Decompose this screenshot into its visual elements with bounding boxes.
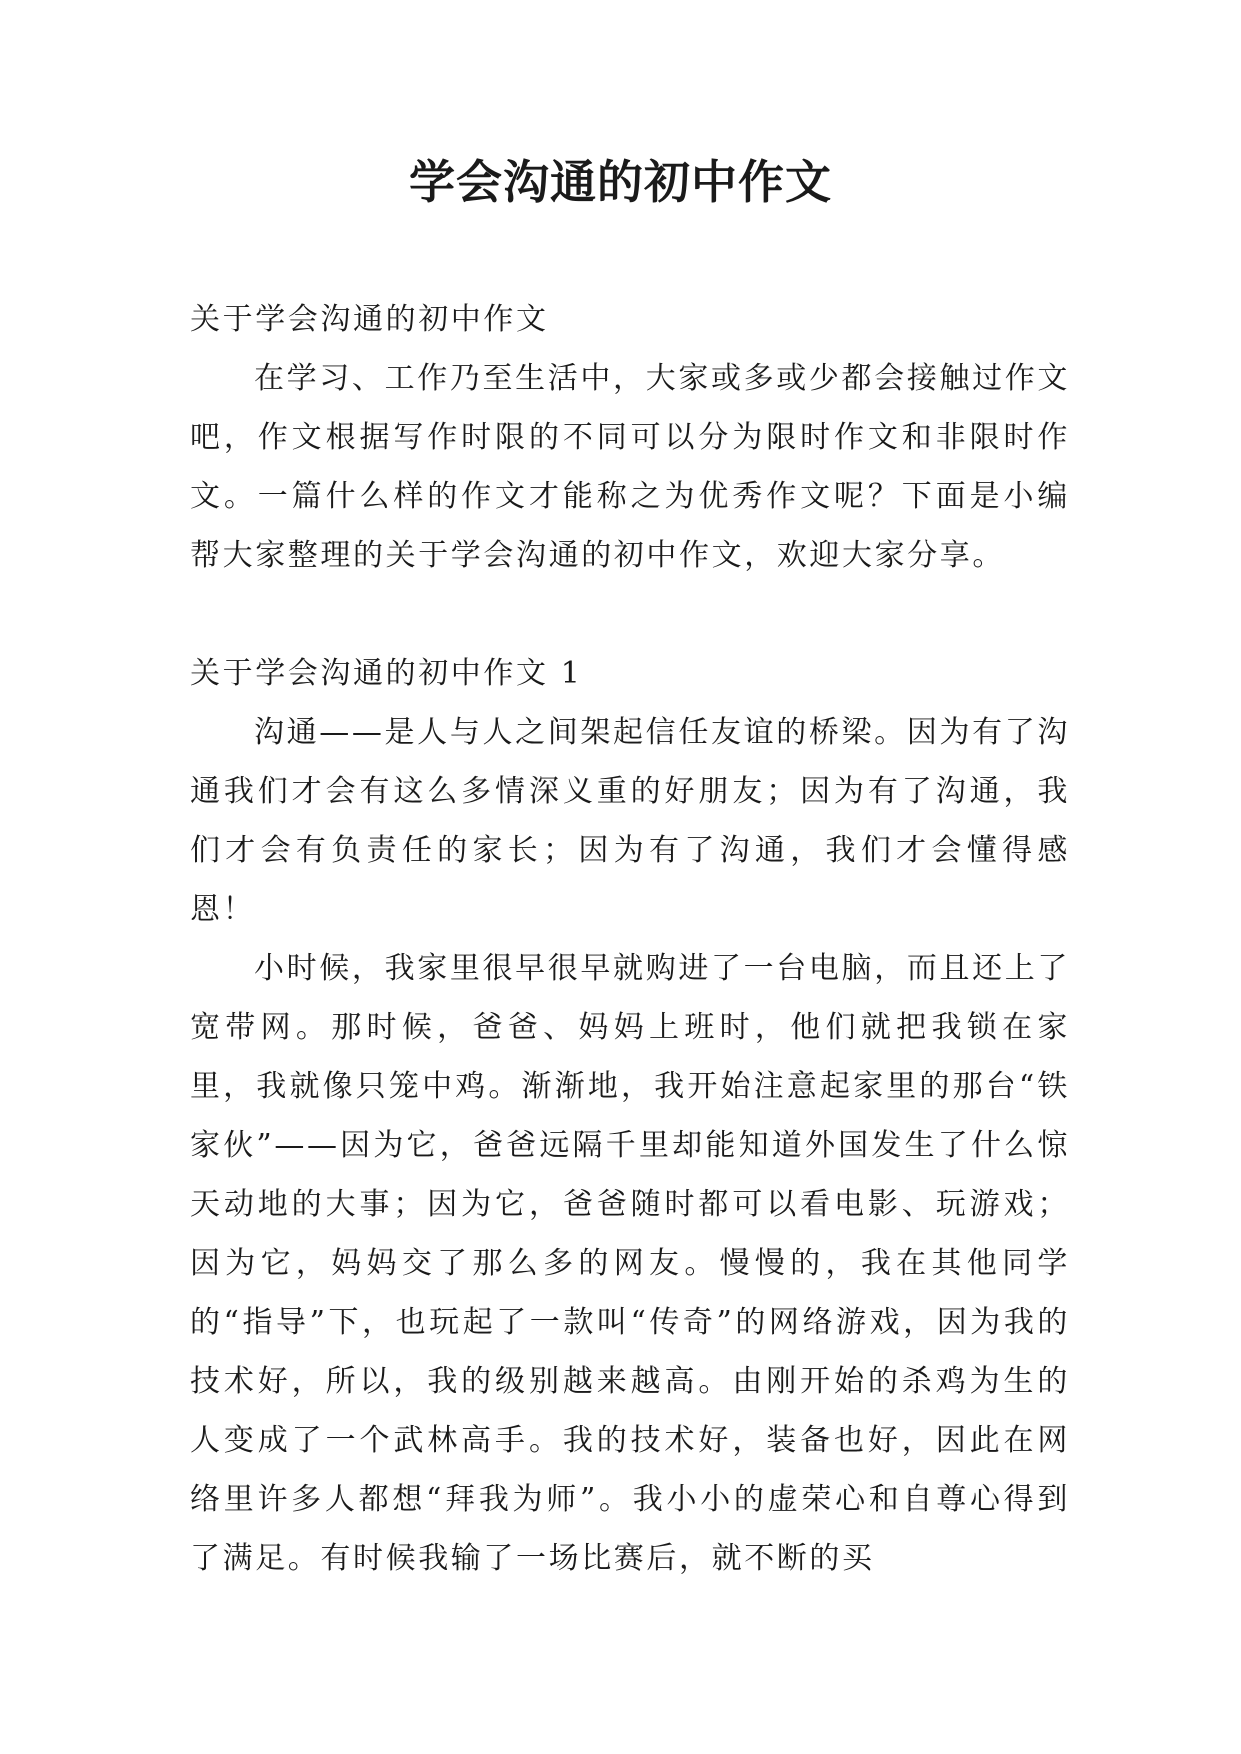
document-body	[190, 290, 1070, 1588]
document-title: 学会沟通的初中作文	[409, 155, 832, 209]
section-spacer	[190, 585, 1070, 644]
intro-paragraph: 在学习、工作乃至生活中，大家或多或少都会接触过作文吧，作文根据写作时限的不同可以分为限时作文和非限时作文。一篇什么样的作文才能称之为优秀作文呢？下面是小编帮大家整理的关于学会沟通的初中作文，欢迎大家分享。	[190, 361, 1070, 573]
section-1-paragraph-2: 小时候，我家里很早很早就购进了一台电脑，而且还上了宽带网。那时候，爸爸、妈妈上班时，他们就把我锁在家里，我就像只笼中鸡。渐渐地，我开始注意起家里的那台“铁家伙”——因为它，爸爸远隔千里却能知道外国发生了什么惊天动地的大事；因为它，爸爸随时都可以看电影、玩游戏；因为它，妈妈交了那么多的网友。慢慢的，我在其他同学的“指导”下，也玩起了一款叫“传奇”的网络游戏，因为我的技术好，所以，我的级别越来越高。由刚开始的杀鸡为生的人变成了一个武林高手。我的技术好，装备也好，因此在网络里许多人都想“拜我为师”。我小小的虚荣心和自尊心得到了满足。有时候我输了一场比赛后，就不断的买	[190, 951, 1070, 1576]
intro-heading: 关于学会沟通的初中作文	[190, 302, 549, 337]
section-1-paragraph-1: 沟通——是人与人之间架起信任友谊的桥梁。因为有了沟通我们才会有这么多情深义重的好朋友；因为有了沟通，我们才会有负责任的家长；因为有了沟通，我们才会懂得感恩！	[190, 715, 1070, 927]
section-1-heading: 关于学会沟通的初中作文 1	[190, 656, 583, 691]
